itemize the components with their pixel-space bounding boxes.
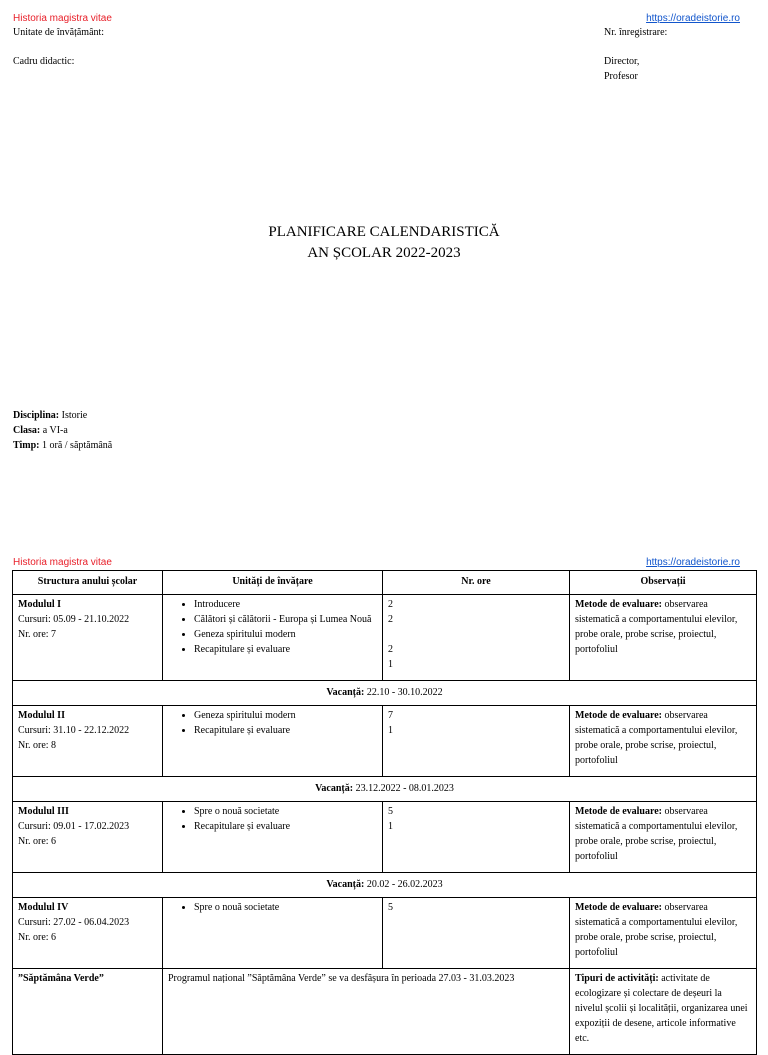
- hours-value: 1: [388, 821, 393, 832]
- class-value: a VI-a: [42, 425, 68, 436]
- hours-value: 5: [388, 902, 393, 913]
- table-row: [13, 898, 757, 969]
- hours-value: 2: [388, 599, 393, 610]
- vacation-label: Vacanță:: [326, 687, 365, 698]
- vacation-row: [13, 777, 757, 802]
- vacation-dates: 23.12.2022 - 08.01.2023: [355, 783, 454, 794]
- vacation-dates: 22.10 - 30.10.2022: [366, 687, 443, 698]
- table-row: [13, 706, 757, 777]
- vacation-label: Vacanță:: [326, 879, 365, 890]
- list-item: • Recapitulare și evaluare: [194, 642, 377, 657]
- observations-label: Metode de evaluare:: [575, 599, 663, 610]
- module-courses: Cursuri: 31.10 - 22.12.2022: [18, 725, 130, 736]
- observations-text: observarea sistematică a comportamentului elevilor, probe orale, probe scrise, proiectul, portofoliul: [575, 902, 738, 958]
- hours-cell: [383, 595, 570, 681]
- module-cell: [13, 706, 163, 777]
- module-hours-total: Nr. ore: 6: [18, 932, 57, 943]
- director-label: Director,: [604, 56, 640, 67]
- table-row: [13, 595, 757, 681]
- module-hours-total: Nr. ore: 7: [18, 629, 57, 640]
- document-title: PLANIFICARE CALENDARISTICĂ: [268, 224, 500, 240]
- registration-number-label: Nr. înregistrare:: [604, 27, 668, 38]
- module-cell: [13, 898, 163, 969]
- class-line: [13, 423, 68, 438]
- hours-value: 2: [388, 614, 393, 625]
- green-week-name: ”Săptămâna Verde”: [18, 973, 104, 984]
- module-hours-total: Nr. ore: 8: [18, 740, 57, 751]
- hours-value: 7: [388, 710, 393, 721]
- professor-label: Profesor: [604, 71, 638, 82]
- list-item: • Spre o nouă societate: [194, 900, 377, 915]
- header-site-tagline: Historia magistra vitae: [13, 13, 112, 24]
- header-site-link[interactable]: https://oradeistorie.ro: [646, 13, 740, 24]
- hours-cell: [383, 898, 570, 969]
- module-cell: [13, 802, 163, 873]
- table-row: [13, 969, 757, 1055]
- discipline-label: Disciplina:: [13, 410, 60, 421]
- header-observations: Observații: [570, 571, 757, 595]
- module-cell: [13, 595, 163, 681]
- list-item: • Introducere: [194, 597, 377, 612]
- observations-text: activitate de ecologizare și colectare de deșeuri la nivelul școlii și localității, organizarea unei expoziții de desene, articole informative etc.: [575, 973, 748, 1044]
- list-item: • Geneza spiritului modern: [194, 708, 377, 723]
- module-courses: Cursuri: 27.02 - 06.04.2023: [18, 917, 130, 928]
- time-label: Timp:: [13, 440, 40, 451]
- hours-value: 2: [388, 644, 393, 655]
- list-item: • Spre o nouă societate: [194, 804, 377, 819]
- list-item: • Recapitulare și evaluare: [194, 723, 377, 738]
- vacation-label: Vacanță:: [315, 783, 354, 794]
- vacation-cell: [13, 777, 757, 802]
- list-item: • Călători și călătorii - Europa și Lumea Nouă: [194, 612, 377, 627]
- discipline-value: Istorie: [61, 410, 88, 421]
- green-week-program: Programul național ”Săptămâna Verde” se va desfășura în perioada 27.03 - 31.03.2023: [163, 969, 570, 1055]
- hours-value: 1: [388, 659, 393, 670]
- page2-header-link[interactable]: https://oradeistorie.ro: [646, 557, 740, 568]
- table-row: [13, 802, 757, 873]
- module-name: Modulul IV: [18, 902, 69, 913]
- observations-label: Metode de evaluare:: [575, 806, 663, 817]
- units-cell: [163, 595, 383, 681]
- time-value: 1 oră / săptămână: [42, 440, 113, 451]
- module-name: Modulul II: [18, 710, 65, 721]
- green-week-cell: [13, 969, 163, 1055]
- discipline-line: [13, 408, 87, 423]
- observations-text: observarea sistematică a comportamentului elevilor, probe orale, probe scrise, proiectul, portofoliul: [575, 710, 738, 766]
- page2-header-tagline: Historia magistra vitae: [13, 557, 112, 568]
- time-line: [13, 438, 112, 453]
- observations-cell: [570, 706, 757, 777]
- module-name: Modulul III: [18, 806, 69, 817]
- teacher-label: Cadru didactic:: [13, 56, 75, 67]
- observations-label: Metode de evaluare:: [575, 902, 663, 913]
- hours-value: 5: [388, 806, 393, 817]
- hours-cell: [383, 706, 570, 777]
- vacation-row: [13, 873, 757, 898]
- observations-text: observarea sistematică a comportamentului elevilor, probe orale, probe scrise, proiectul, portofoliul: [575, 806, 738, 862]
- hours-cell: [383, 802, 570, 873]
- module-name: Modulul I: [18, 599, 62, 610]
- observations-cell: [570, 595, 757, 681]
- observations-label: Metode de evaluare:: [575, 710, 663, 721]
- hours-value: [388, 627, 564, 642]
- module-courses: Cursuri: 05.09 - 21.10.2022: [18, 614, 130, 625]
- class-label: Clasa:: [13, 425, 41, 436]
- hours-value: 1: [388, 725, 393, 736]
- observations-cell: [570, 969, 757, 1055]
- vacation-dates: 20.02 - 26.02.2023: [366, 879, 443, 890]
- observations-cell: [570, 898, 757, 969]
- module-courses: Cursuri: 09.01 - 17.02.2023: [18, 821, 130, 832]
- observations-label: Tipuri de activități:: [575, 973, 659, 984]
- school-year-title: AN ȘCOLAR 2022-2023: [307, 245, 461, 261]
- list-item: • Recapitulare și evaluare: [194, 819, 377, 834]
- observations-cell: [570, 802, 757, 873]
- school-unit-label: Unitate de învățământ:: [13, 27, 105, 38]
- vacation-cell: [13, 681, 757, 706]
- units-cell: [163, 802, 383, 873]
- header-units: Unități de învățare: [163, 571, 383, 595]
- units-cell: [163, 706, 383, 777]
- vacation-row: [13, 681, 757, 706]
- module-hours-total: Nr. ore: 6: [18, 836, 57, 847]
- planning-table: [12, 570, 757, 1055]
- header-structure: Structura anului școlar: [13, 571, 163, 595]
- table-header-row: [13, 571, 757, 595]
- observations-text: observarea sistematică a comportamentului elevilor, probe orale, probe scrise, proiectul, portofoliul: [575, 599, 738, 655]
- units-cell: [163, 898, 383, 969]
- list-item: • Geneza spiritului modern: [194, 627, 377, 642]
- vacation-cell: [13, 873, 757, 898]
- header-hours: Nr. ore: [383, 571, 570, 595]
